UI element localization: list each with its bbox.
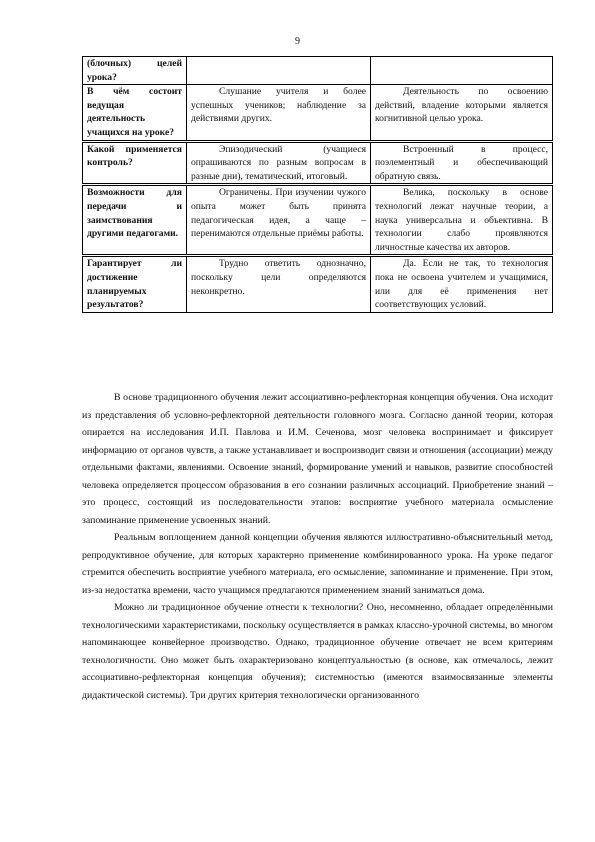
question-cell: Возможности для передачи и заимствования другими педагогами. [83, 185, 187, 256]
technology-cell: Встроенный в процесс, поэлементный и обеспечивающий обратную связь. [371, 141, 553, 185]
body-text [82, 389, 553, 704]
question-cell: (блочных) целей урока? [83, 57, 187, 85]
technology-cell: Да. Если не так, то технология пока не освоена учителем и учащимися, или для её применения нет соответствующих условий. [371, 256, 553, 312]
page-number: 9 [295, 36, 300, 47]
question-cell: В чём состоит ведущая деятельность учащихся на уроке? [83, 85, 187, 141]
paragraph: Можно ли традиционное обучение отнести к технологии? Оно, несомненно, обладает определёнными технологическими характеристиками, поскольку осуществляется в рамках классно-урочной системы, во многом напоминающее конвейерное производство. Однако, традиционное обучение отвечает не всем критериям технологичности. Оно может быть охарактеризовано концептуальностью (в основе, как отмечалось, лежит ассоциативно-рефлекторная концепция обучения); системностью (имеются взаимосвязанные элементы дидактической системы). Три других критерия технологически организованного [82, 602, 553, 701]
table-row [83, 256, 553, 312]
traditional-cell: Трудно ответить однозначно, поскольку цели определяются неконкретно. [187, 256, 371, 312]
question-cell: Гарантирует ли достижение планируемых результатов? [83, 256, 187, 312]
traditional-cell: Ограничены. При изучении чужого опыта может быть принята педагогическая идея, а чаще – перенимаются отдельные приёмы работы. [187, 185, 371, 256]
table-row [83, 85, 553, 141]
technology-cell [371, 57, 553, 85]
comparison-table [82, 56, 553, 313]
paragraph: Реальным воплощением данной концепции обучения являются иллюстративно-объяснительный метод, репродуктивное обучение, для которых характерно применение комбинированного урока. На уроке педагог стремится обеспечить восприятие учебного материала, его осмысление, запоминание и применение. При этом, из-за недостатка времени, часто учащимся предлагаются применением знаний заниматься дома. [82, 532, 553, 596]
paragraph: В основе традиционного обучения лежит ассоциативно-рефлекторная концепция обучения. Она исходит из представления об условно-рефлекторной деятельности головного мозга. Согласно данной теории, которая опирается на исследования И.П. Павлова и И.М. Сеченова, мозг человека воспринимает и фиксирует информацию от органов чувств, а также устанавливает и воспроизводит связи и отношения (ассоциации) между отдельными фактами, явлениями. Освоение знаний, формирование умений и навыков, развитие способностей человека определяется процессом образования в его сознании различных ассоциаций. Приобретение знаний – это процесс, состоящий из последовательности этапов: восприятие учебного материала осмысление запоминание применение усвоенных знаний. [82, 392, 553, 526]
technology-cell: Велика, поскольку в основе технологий лежат научные теории, а наука универсальна и объективна. В технологии слабо проявляются личностные качества их авторов. [371, 185, 553, 256]
traditional-cell [187, 57, 371, 85]
table-row [83, 185, 553, 256]
table-row [83, 57, 553, 85]
question-cell: Какой применяется контроль? [83, 141, 187, 185]
traditional-cell: Эпизодический (учащиеся опрашиваются по разным вопросам в разные дни), тематический, итоговый. [187, 141, 371, 185]
traditional-cell: Слушание учителя и более успешных учеников; наблюдение за действиями других. [187, 85, 371, 141]
technology-cell: Деятельность по освоению действий, владение которыми является когнитивной целью урока. [371, 85, 553, 141]
table-row [83, 141, 553, 185]
